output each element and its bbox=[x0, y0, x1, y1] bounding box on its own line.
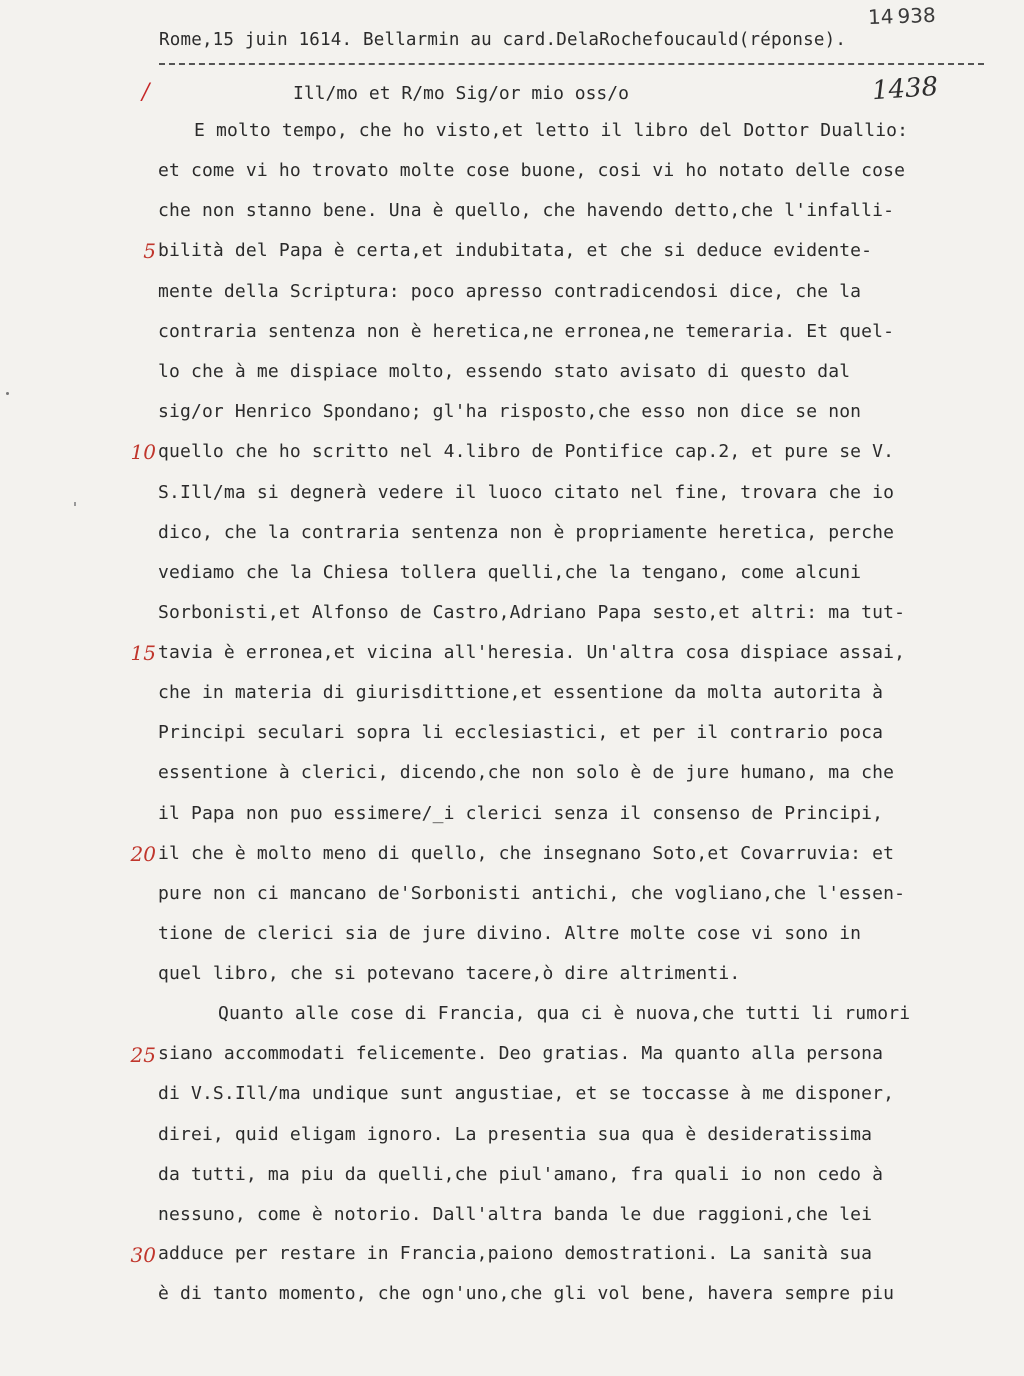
text-line: vediamo che la Chiesa tollera quelli,che la tengano, come alcuni bbox=[158, 562, 862, 583]
text-line: et come vi ho trovato molte cose buone, cosi vi ho notato delle cose bbox=[158, 160, 906, 181]
margin-line-number-20: 20 bbox=[130, 842, 156, 866]
text-line: nessuno, come è notorio. Dall'altra banda le due raggioni,che lei bbox=[158, 1204, 873, 1225]
text-line: bilità del Papa è certa,et indubitata, et che si deduce evidente- bbox=[158, 240, 873, 261]
text-line: siano accommodati felicemente. Deo gratias. Ma quanto alla persona bbox=[158, 1043, 884, 1064]
text-line: il che è molto meno di quello, che insegnano Soto,et Covarruvia: et bbox=[158, 843, 895, 864]
text-line: S.Ill/ma si degnerà vedere il luoco citato nel fine, trovara che io bbox=[158, 482, 895, 503]
text-line: lo che à me dispiace molto, essendo stato avisato di questo dal bbox=[158, 361, 851, 382]
text-line: direi, quid eligam ignoro. La presentia sua qua è desideratissima bbox=[158, 1124, 873, 1145]
margin-line-number-10: 10 bbox=[130, 440, 156, 464]
text-line: mente della Scriptura: poco apresso contradicendosi dice, che la bbox=[158, 281, 862, 302]
text-line: di V.S.Ill/ma undique sunt angustiae, et se toccasse à me disponer, bbox=[158, 1083, 895, 1104]
text-line: il Papa non puo essimere/_i clerici senza il consenso de Principi, bbox=[158, 803, 884, 824]
archive-stamp-number: 14 938 bbox=[867, 2, 937, 30]
text-line: Quanto alle cose di Francia, qua ci è nuova,che tutti li rumori bbox=[218, 1003, 911, 1024]
document-header: Rome,15 juin 1614. Bellarmin au card.DelaRochefoucauld(réponse). bbox=[159, 30, 847, 50]
text-line: dico, che la contraria sentenza non è propriamente heretica, perche bbox=[158, 522, 895, 543]
text-line: pure non ci mancano de'Sorbonisti antichi, che vogliano,che l'essen- bbox=[158, 883, 906, 904]
text-line: che in materia di giurisdittione,et essentione da molta autorita à bbox=[158, 682, 884, 703]
margin-line-number-25: 25 bbox=[130, 1043, 156, 1067]
margin-line-number-15: 15 bbox=[130, 641, 156, 665]
text-line: è di tanto momento, che ogn'uno,che gli vol bene, havera sempre piu bbox=[158, 1283, 895, 1304]
text-line: adduce per restare in Francia,paiono demostrationi. La sanità sua bbox=[158, 1243, 873, 1264]
text-line: da tutti, ma piu da quelli,che piul'amano, fra quali io non cedo à bbox=[158, 1164, 884, 1185]
text-line: Sorbonisti,et Alfonso de Castro,Adriano Papa sesto,et altri: ma tut- bbox=[158, 602, 906, 623]
text-line: E molto tempo, che ho visto,et letto il libro del Dottor Duallio: bbox=[194, 120, 909, 141]
scan-speck bbox=[74, 502, 76, 506]
margin-line-number-30: 30 bbox=[130, 1243, 156, 1267]
text-line: quello che ho scritto nel 4.libro de Pontifice cap.2, et pure se V. bbox=[158, 441, 895, 462]
text-line: tione de clerici sia de jure divino. Altre molte cose vi sono in bbox=[158, 923, 862, 944]
text-line: essentione à clerici, dicendo,che non solo è de jure humano, ma che bbox=[158, 762, 895, 783]
text-line: che non stanno bene. Una è quello, che havendo detto,che l'infalli- bbox=[158, 200, 895, 221]
header-dashed-rule bbox=[159, 63, 984, 65]
text-line: quel libro, che si potevano tacere,ò dire altrimenti. bbox=[158, 963, 741, 984]
text-line: tavia è erronea,et vicina all'heresia. Un'altra cosa dispiace assai, bbox=[158, 642, 906, 663]
margin-line-number-5: 5 bbox=[143, 239, 156, 263]
margin-slash-mark: / bbox=[142, 80, 150, 105]
text-line: Principi seculari sopra li ecclesiastici, et per il contrario poca bbox=[158, 722, 884, 743]
salutation: Ill/mo et R/mo Sig/or mio oss/o bbox=[293, 83, 629, 104]
text-line: sig/or Henrico Spondano; gl'ha risposto,che esso non dice se non bbox=[158, 401, 862, 422]
handwritten-page-number: 1438 bbox=[871, 71, 940, 107]
text-line: contraria sentenza non è heretica,ne erronea,ne temeraria. Et quel- bbox=[158, 321, 895, 342]
scan-speck bbox=[6, 392, 9, 395]
